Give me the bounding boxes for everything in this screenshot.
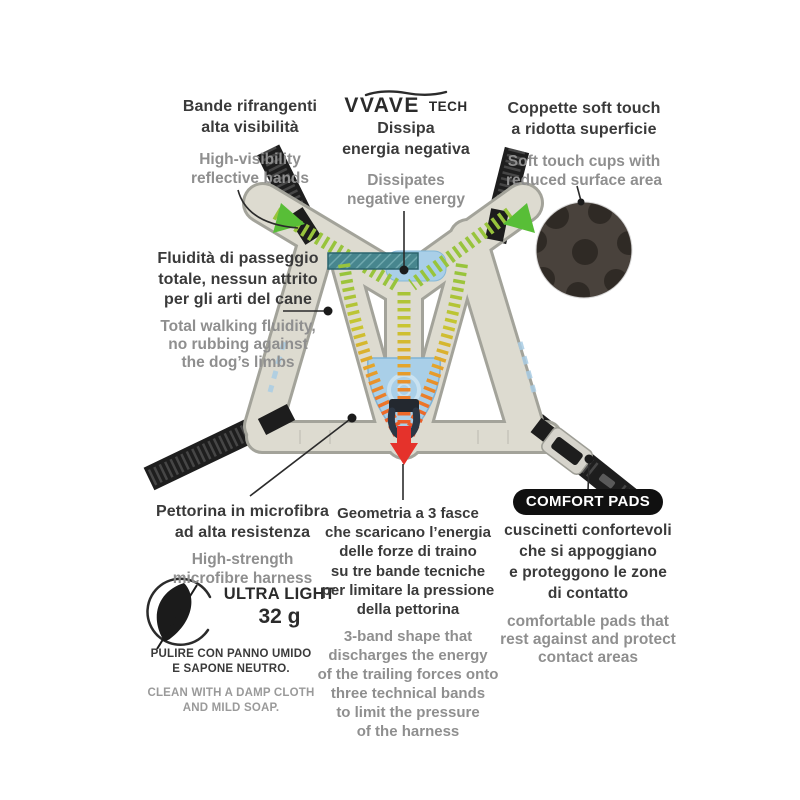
text-line: Total walking fluidity, bbox=[160, 317, 316, 335]
text-line: su tre bande tecniche bbox=[330, 562, 486, 580]
text-line: of the harness bbox=[356, 723, 460, 741]
logo-suffix: TECH bbox=[428, 99, 468, 114]
text-line: contact areas bbox=[538, 649, 638, 666]
callout-reflective-bands bbox=[140, 97, 360, 188]
text-line: che si appoggiano bbox=[519, 543, 657, 560]
text-line: High-strength bbox=[191, 551, 294, 568]
text-line: rest against and protect bbox=[500, 631, 676, 648]
text-line: Fluidità di passeggio bbox=[157, 250, 319, 267]
wave-tech-logo bbox=[331, 88, 481, 116]
text-line: discharges the energy bbox=[328, 647, 488, 665]
text-line: Geometria a 3 fasce bbox=[337, 505, 479, 522]
text-line: negative energy bbox=[346, 191, 466, 208]
text-line: Bande rifrangenti bbox=[182, 98, 318, 115]
text-line: reduced surface area bbox=[506, 172, 662, 189]
text-line: E SAPONE NEUTRO. bbox=[172, 663, 290, 675]
text-line: no rubbing against bbox=[168, 335, 308, 353]
text-line: per limitare la pressione bbox=[321, 581, 495, 599]
text-line: cuscinetti confortevoli bbox=[504, 522, 672, 539]
text-line: of the trailing forces onto bbox=[317, 666, 499, 684]
callout-wave-tech bbox=[331, 88, 481, 209]
text-line: microfibre harness bbox=[172, 570, 313, 587]
text-line: Pettorina in microfibra bbox=[156, 503, 329, 520]
text-line: alta visibilità bbox=[201, 118, 299, 136]
text-line: comfortable pads that bbox=[507, 613, 669, 630]
text-line: Dissipa bbox=[377, 120, 435, 137]
comfort-pads-badge: COMFORT PADS bbox=[513, 489, 663, 515]
text-line: High-visibility bbox=[199, 151, 301, 168]
feather-icon bbox=[147, 579, 210, 649]
text-line: a ridotta superficie bbox=[511, 120, 657, 138]
text-line: reflective bands bbox=[190, 170, 310, 187]
text-line: totale, nessun attrito bbox=[158, 270, 318, 288]
text-line: delle forze di traino bbox=[339, 543, 477, 561]
text-line: Coppette soft touch bbox=[507, 100, 661, 117]
text-line: AND MILD SOAP. bbox=[182, 702, 280, 714]
text-line: di contatto bbox=[547, 585, 629, 602]
text-line: 3-band shape that bbox=[343, 628, 473, 646]
callout-soft-touch bbox=[492, 99, 676, 190]
text-line: CLEAN WITH A DAMP CLOTH bbox=[147, 687, 315, 699]
text-line: della pettorina bbox=[356, 601, 460, 619]
text-line: three technical bands bbox=[330, 685, 486, 703]
text-line: Dissipates bbox=[367, 172, 445, 189]
callout-fluidity bbox=[133, 249, 343, 372]
text-line: energia negativa bbox=[342, 140, 470, 158]
callout-geometry bbox=[306, 504, 510, 741]
text-line: to limit the pressure bbox=[336, 704, 480, 722]
text-line: per gli arti del cane bbox=[164, 291, 312, 308]
logo-text: VVAVE bbox=[344, 94, 420, 117]
text-line: Soft touch cups with bbox=[507, 153, 661, 170]
ultra-light-label: ULTRA LIGHT bbox=[223, 585, 336, 603]
comfort-pad-hardware bbox=[539, 425, 625, 498]
text-line: e proteggono le zone bbox=[509, 564, 667, 581]
ultra-light-weight: 32 g bbox=[258, 605, 301, 628]
soft-touch-texture-image bbox=[523, 200, 641, 306]
callout-comfort-pads bbox=[490, 489, 686, 667]
text-line: the dog’s limbs bbox=[181, 353, 295, 371]
text-line: PULIRE CON PANNO UMIDO bbox=[150, 648, 312, 660]
text-line: che scaricano l’energia bbox=[325, 524, 491, 542]
text-line: ad alta resistenza bbox=[174, 523, 311, 541]
